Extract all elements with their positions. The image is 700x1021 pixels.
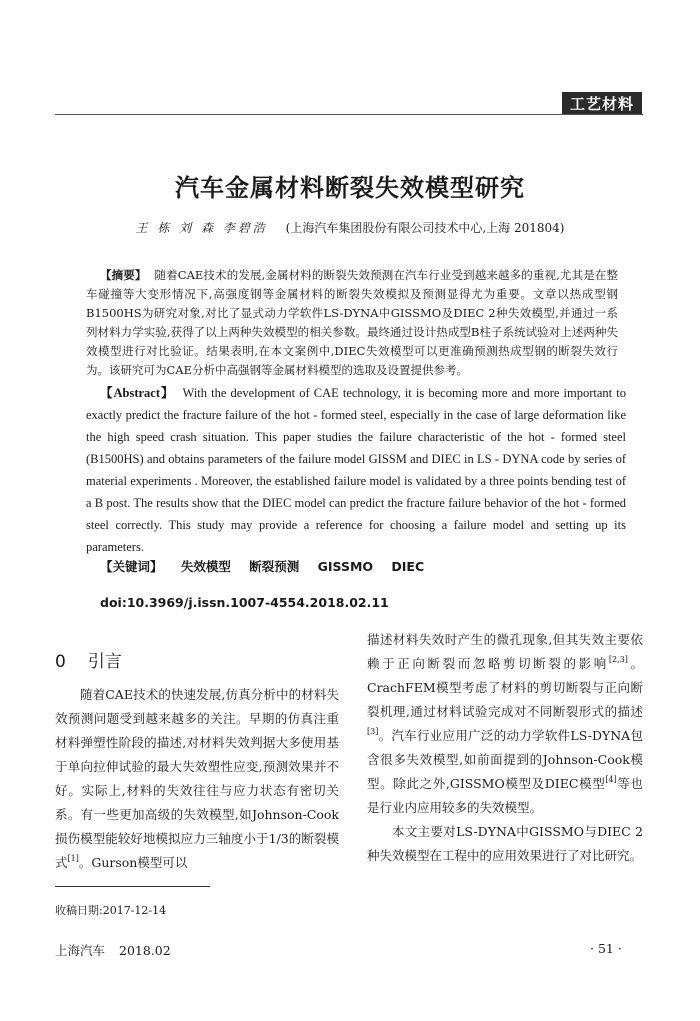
article-title: 汽车金属材料断裂失效模型研究 [175, 174, 525, 202]
section-heading [55, 647, 122, 672]
section-number: 0 [55, 652, 66, 672]
received-date: 收稿日期:2017-12-14 [55, 904, 167, 917]
citation: [4] [605, 775, 617, 784]
paragraph-text: 。汽车行业应用广泛的动力学软件LS-DYNA包含很多失效模型,如前面提到的Johnson-Cook模型。除此之外,GISSMO模型及DIEC模型 [367, 728, 643, 791]
keyword: 断裂预测 [249, 559, 300, 574]
journal-issue: 2018.02 [119, 943, 171, 958]
abstract-cn-label: 【摘要】 [100, 268, 147, 282]
footnote-rule [55, 886, 210, 887]
author-affiliation: (上海汽车集团股份有限公司技术中心,上海 201804) [285, 221, 565, 235]
journal-name: 上海汽车 [55, 943, 106, 958]
left-column [55, 683, 339, 875]
keyword: GISSMO [317, 559, 374, 574]
paragraph: 本文主要对LS-DYNA中GISSMO与DIEC 2种失效模型在工程中的应用效果进行了对比研究。 [367, 824, 643, 863]
keywords-line [100, 557, 438, 575]
paragraph-text: 等也是行业内应用较多的失效模型。 [367, 776, 643, 815]
paragraph-text: 。Gurson模型可以 [78, 855, 188, 870]
right-column [367, 628, 643, 868]
doi-line: doi:10.3969/j.issn.1007-4554.2018.02.11 [100, 595, 389, 610]
citation: [1] [67, 854, 79, 863]
section-tag: 工艺材料 [562, 92, 642, 114]
page-number: · 51 · [590, 941, 622, 956]
citation: [3] [367, 727, 379, 736]
paragraph-text: 随着CAE技术的快速发展,仿真分析中的材料失效预测问题受到越来越多的关注。早期的仿真注重材料弹塑性阶段的描述,对材料失效判据大多使用基于单向拉伸试验的最大失效塑性应变,预测效果并不好。实际上,材料的失效往往与应力状态有密切关系。有一些更加高级的失效模型,如Johnson-Cook损伤模型能较好地模拟应力三轴度小于1/3的断裂模式 [55, 687, 339, 870]
paragraph [55, 683, 339, 875]
keyword: DIEC [391, 559, 425, 574]
keyword: 失效模型 [180, 559, 231, 574]
paragraph [367, 628, 643, 820]
abstract-en [86, 382, 626, 558]
section-title: 引言 [87, 652, 122, 672]
author-names: 王 栋 刘 森 李碧浩 [135, 221, 268, 235]
paragraph-text: 描述材料失效时产生的微孔现象,但其失效主要依赖于正向断裂而忽略剪切断裂的影响 [367, 632, 643, 671]
abstract-cn [86, 266, 618, 380]
abstract-cn-text: 随着CAE技术的发展,金属材料的断裂失效预测在汽车行业受到越来越多的重视,尤其是在整车碰撞等大变形情况下,高强度钢等金属材料的断裂失效模拟及预测显得尤为重要。文章以热成型钢B1500HS为研究对象,对比了显式动力学软件LS-DYNA中GISSMO及DIEC 2种失效模型,并通过一系列材料力学实验,获得了以上两种失效模型的相关参数。最终通过设计热成型B柱子系统试验对上述两种失效模型进行对比验证。结果表明,在本文案例中,DIEC失效模型可以更准确预测热成型钢的断裂失效行为。该研究可为CAE分析中高强钢等金属材料模型的选取及设置提供参考。 [86, 268, 618, 377]
header-rule [55, 114, 643, 115]
paragraph-text: 。CrachFEM模型考虑了材料的剪切断裂与正向断裂机理,通过材料试验完成对不同断裂形式的描述 [367, 656, 643, 719]
page-footer [55, 941, 185, 959]
abstract-en-label: 【Abstract】 [100, 386, 175, 400]
author-line [0, 219, 700, 236]
abstract-en-text: With the development of CAE technology, it is becoming more and more important to exactly predict the fracture failure of the hot - formed steel, especially in the case of large deformation like the high speed crash situation. This paper studies the failure characteristic of the hot - formed steel (B1500HS) and obtains parameters of the failure model GISSM and DIEC in LS - DYNA code by series of material experiments . Moreover, the established failure model is validated by a three points bending test of a B post. The results show that the DIEC model can predict the fracture failure behavior of the hot - formed steel correctly. This study may provide a reference for choosing a failure model and setting up its parameters. [86, 386, 627, 554]
keywords-label: 【关键词】 [100, 559, 163, 574]
citation: [2,3] [608, 655, 628, 664]
